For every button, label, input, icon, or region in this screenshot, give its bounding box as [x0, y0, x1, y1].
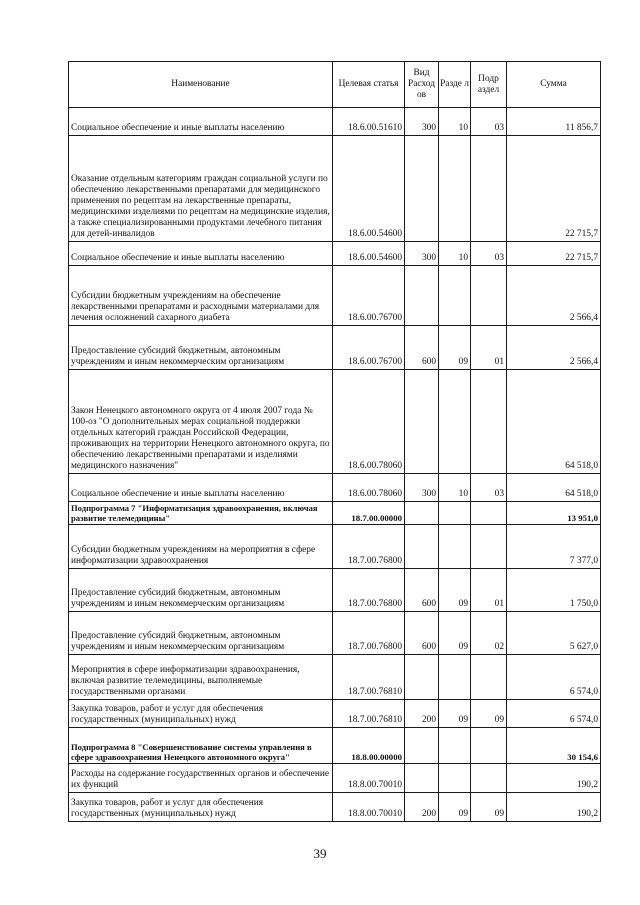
row-sum: 30 154,6 [507, 728, 601, 764]
row-vid: 300 [405, 108, 439, 136]
row-podrazdel: 01 [471, 326, 507, 370]
row-name: Подпрограмма 8 "Совершенствование системы управления в сфере здравоохранения Ненецкого автономного округа" [69, 728, 333, 764]
row-podrazdel: 02 [471, 612, 507, 655]
row-vid: 600 [405, 326, 439, 370]
row-vid [405, 525, 439, 569]
row-name: Социальное обеспечение и иные выплаты населению [69, 474, 333, 502]
row-vid: 600 [405, 612, 439, 655]
row-name: Закупка товаров, работ и услуг для обеспечения государственных (муниципальных) нужд [69, 700, 333, 728]
row-vid [405, 502, 439, 525]
row-vid [405, 655, 439, 700]
row-vid [405, 370, 439, 474]
row-vid: 600 [405, 569, 439, 612]
row-razdel [439, 655, 471, 700]
table-row [69, 326, 601, 370]
row-code: 18.7.00.76800 [333, 525, 405, 569]
row-code: 18.7.00.76800 [333, 569, 405, 612]
row-name: Социальное обеспечение и иные выплаты населению [69, 108, 333, 136]
table-row [69, 502, 601, 525]
table-row [69, 700, 601, 728]
row-name: Субсидии бюджетным учреждениям на обеспечение лекарственными препаратами и расходными материалами для лечения осложнений сахарного диабета [69, 266, 333, 326]
row-name: Предоставление субсидий бюджетным, автономным учреждениям и иным некоммерческим организациям [69, 569, 333, 612]
row-vid [405, 136, 439, 242]
row-razdel: 10 [439, 108, 471, 136]
row-vid: 200 [405, 793, 439, 822]
row-code: 18.8.00.00000 [333, 728, 405, 764]
budget-table [68, 61, 601, 822]
header-code: Целевая статья [333, 62, 405, 108]
row-code: 18.7.00.76810 [333, 655, 405, 700]
table-row [69, 266, 601, 326]
header-row [69, 62, 601, 108]
row-name: Закон Ненецкого автономного округа от 4 июля 2007 года № 100-оз "О дополнительных мерах социальной поддержки отдельных категорий граждан Российской Федерации, проживающих на территории Ненецкого автономного округа, по обеспечению лекарственными препаратами и изделиями медицинского назначения" [69, 370, 333, 474]
row-vid [405, 266, 439, 326]
row-code: 18.8.00.70010 [333, 764, 405, 793]
row-code: 18.6.00.51610 [333, 108, 405, 136]
row-razdel [439, 525, 471, 569]
row-sum: 7 377,0 [507, 525, 601, 569]
row-name: Мероприятия в сфере информатизации здравоохранения, включая развитие телемедицины, выполняемые государственными органами [69, 655, 333, 700]
page-number: 39 [313, 846, 327, 861]
row-razdel: 09 [439, 793, 471, 822]
row-podrazdel: 03 [471, 108, 507, 136]
row-name: Предоставление субсидий бюджетным, автономным учреждениям и иным некоммерческим организациям [69, 612, 333, 655]
row-code: 18.6.00.54600 [333, 136, 405, 242]
row-sum: 190,2 [507, 793, 601, 822]
row-podrazdel [471, 266, 507, 326]
row-podrazdel: 09 [471, 793, 507, 822]
row-sum: 1 750,0 [507, 569, 601, 612]
row-code: 18.7.00.76810 [333, 700, 405, 728]
row-razdel [439, 764, 471, 793]
row-razdel [439, 266, 471, 326]
row-vid: 300 [405, 242, 439, 266]
row-razdel [439, 370, 471, 474]
row-code: 18.6.00.78060 [333, 474, 405, 502]
row-sum: 2 566,4 [507, 266, 601, 326]
row-podrazdel: 03 [471, 474, 507, 502]
row-razdel: 09 [439, 612, 471, 655]
row-sum: 22 715,7 [507, 136, 601, 242]
header-name: Наименование [69, 62, 333, 108]
row-code: 18.6.00.54600 [333, 242, 405, 266]
row-sum: 11 856,7 [507, 108, 601, 136]
row-sum: 64 518,0 [507, 474, 601, 502]
row-razdel: 10 [439, 242, 471, 266]
table-row [69, 370, 601, 474]
row-podrazdel [471, 525, 507, 569]
table-row [69, 655, 601, 700]
table-row [69, 136, 601, 242]
row-name: Расходы на содержание государственных органов и обеспечение их функций [69, 764, 333, 793]
row-name: Субсидии бюджетным учреждениям на мероприятия в сфере информатизации здравоохранения [69, 525, 333, 569]
table-row [69, 764, 601, 793]
table-row [69, 569, 601, 612]
row-sum: 64 518,0 [507, 370, 601, 474]
row-vid [405, 764, 439, 793]
row-code: 18.6.00.76700 [333, 326, 405, 370]
row-podrazdel [471, 502, 507, 525]
row-name: Социальное обеспечение и иные выплаты населению [69, 242, 333, 266]
row-podrazdel [471, 764, 507, 793]
row-sum: 5 627,0 [507, 612, 601, 655]
row-code: 18.7.00.00000 [333, 502, 405, 525]
table-row [69, 728, 601, 764]
row-razdel [439, 502, 471, 525]
row-razdel: 09 [439, 326, 471, 370]
table-row [69, 108, 601, 136]
row-razdel: 09 [439, 700, 471, 728]
table-row [69, 793, 601, 822]
row-sum: 6 574,0 [507, 700, 601, 728]
row-name: Подпрограмма 7 "Информатизация здравоохранения, включая развитие телемедицины" [69, 502, 333, 525]
row-podrazdel [471, 655, 507, 700]
row-razdel [439, 136, 471, 242]
row-name: Оказание отдельным категориям граждан социальной услуги по обеспечению лекарственными препаратами для медицинского применения по рецептам на лекарственные препараты, медицинскими изделиями по рецептам на медицинские изделия, а также специализированными продуктами лечебного питания для детей-инвалидов [69, 136, 333, 242]
row-podrazdel [471, 370, 507, 474]
row-name: Предоставление субсидий бюджетным, автономным учреждениям и иным некоммерческим организациям [69, 326, 333, 370]
row-vid: 300 [405, 474, 439, 502]
header-sum: Сумма [507, 62, 601, 108]
table-row [69, 525, 601, 569]
table-row [69, 474, 601, 502]
row-razdel: 09 [439, 569, 471, 612]
row-sum: 6 574,0 [507, 655, 601, 700]
row-razdel [439, 728, 471, 764]
table-row [69, 612, 601, 655]
row-code: 18.6.00.76700 [333, 266, 405, 326]
row-code: 18.7.00.76800 [333, 612, 405, 655]
row-vid [405, 728, 439, 764]
row-sum: 22 715,7 [507, 242, 601, 266]
row-name: Закупка товаров, работ и услуг для обеспечения государственных (муниципальных) нужд [69, 793, 333, 822]
header-vid: Вид Расход ов [405, 62, 439, 108]
header-razdel: Разде л [439, 62, 471, 108]
row-razdel: 10 [439, 474, 471, 502]
row-code: 18.6.00.78060 [333, 370, 405, 474]
row-sum: 190,2 [507, 764, 601, 793]
row-vid: 200 [405, 700, 439, 728]
row-podrazdel [471, 728, 507, 764]
row-code: 18.8.00.70010 [333, 793, 405, 822]
row-podrazdel: 01 [471, 569, 507, 612]
row-podrazdel [471, 136, 507, 242]
row-podrazdel: 09 [471, 700, 507, 728]
table-row [69, 242, 601, 266]
row-sum: 13 951,0 [507, 502, 601, 525]
row-sum: 2 566,4 [507, 326, 601, 370]
row-podrazdel: 03 [471, 242, 507, 266]
header-podrazdel: Подр аздел [471, 62, 507, 108]
